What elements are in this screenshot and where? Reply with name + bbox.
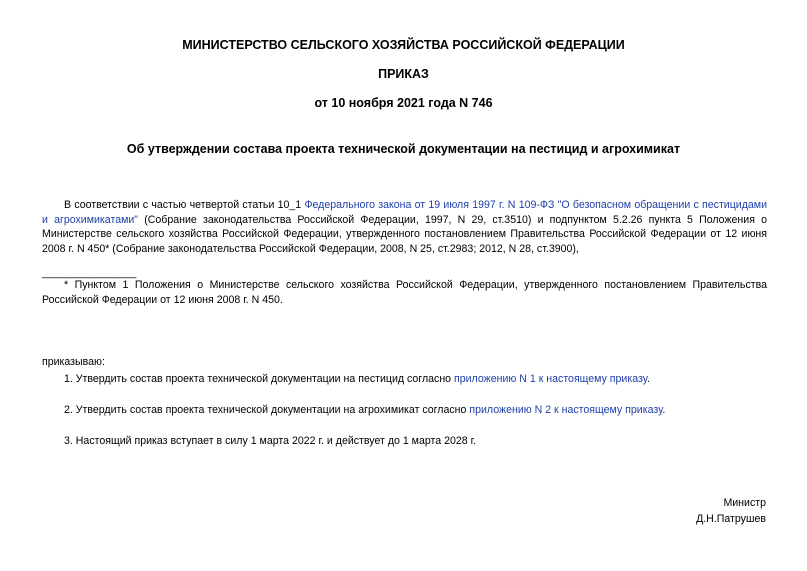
order-item-1 [64,372,767,386]
appendix-2-link[interactable]: приложению N 2 к настоящему приказу [469,404,663,416]
order-item-2 [64,403,767,417]
preamble-text-end: (Собрание законодательства Российской Федерации, 1997, N 29, ст.3510) и подпунктом 5.2.26 пункта 5 Положения о Министерстве сельского хозяйства Российской Федерации, утвержденного постановлением Правительства Российской Федерации от 12 июня 2008 г. N 450* (Собрание законодательства Российской Федерации, 2008, N 25, ст.2983; 2012, N 28, ст.3900), [42,213,767,255]
federal-law-link[interactable]: Федерального закона от 19 июля 1997 г. N 109-ФЗ "О безопасном обращении с пестицидами и агрохимикатами" [42,199,767,226]
order-item-3-text: 3. Настоящий приказ вступает в силу 1 марта 2022 г. и действует до 1 марта 2028 г. [64,435,477,447]
order-item-2-end: . [662,404,666,416]
order-item-2-text: 2. Утвердить состав проекта технической документации на агрохимикат согласно [64,404,470,416]
order-item-1-end: . [646,373,650,385]
order-item-3 [64,434,767,448]
document-subject: Об утверждении состава проекта технической документации на пестицид и агрохимикат [126,142,681,156]
preamble-paragraph [42,198,767,256]
document-type: ПРИКАЗ [378,67,429,81]
footnote-text: * Пунктом 1 Положения о Министерстве сельского хозяйства Российской Федерации, утвержденного постановлением Правительства Российской Федерации от 12 июня 2008 г. N 450. [42,279,767,306]
signature-title: Министр [723,497,766,509]
document-date-number: от 10 ноября 2021 года N 746 [314,96,493,110]
ministry-title: МИНИСТЕРСТВО СЕЛЬСКОГО ХОЗЯЙСТВА РОССИЙСКОЙ ФЕДЕРАЦИИ [182,38,625,52]
decision-word: приказываю: [42,356,105,368]
appendix-1-link[interactable]: приложению N 1 к настоящему приказу [454,373,647,385]
footnote-separator: ________________ [42,267,137,279]
preamble-text-start: В соответствии с частью четвертой статьи 10_1 [64,199,305,211]
order-item-1-text: 1. Утвердить состав проекта технической документации на пестицид согласно [64,373,455,385]
signature-name: Д.Н.Патрушев [696,513,766,525]
